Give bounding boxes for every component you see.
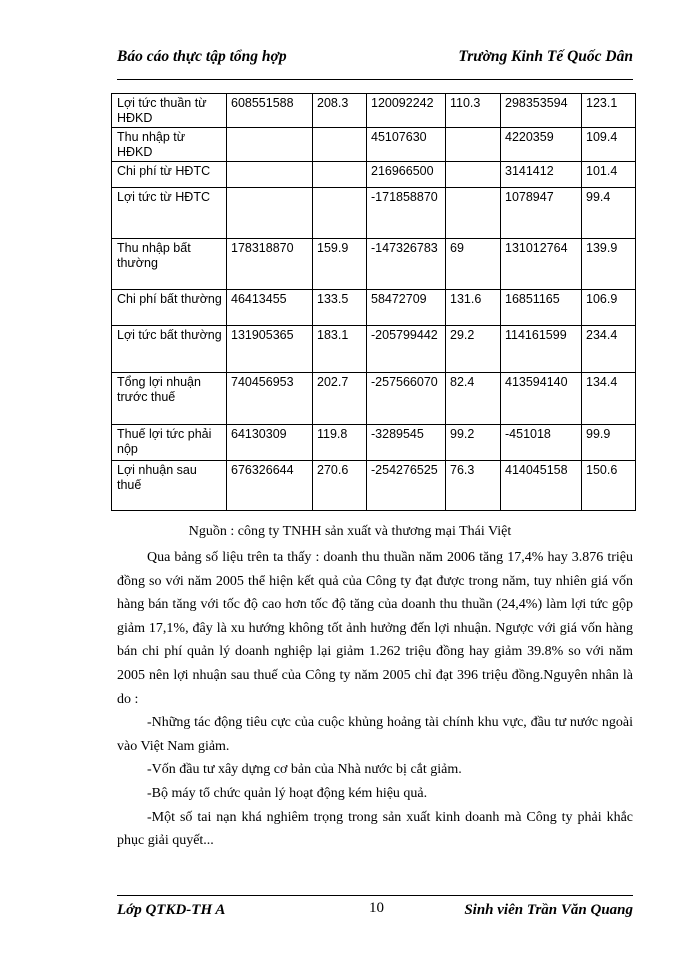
table-cell: 46413455 bbox=[227, 290, 313, 326]
table-cell: 1078947 bbox=[501, 188, 582, 239]
row-label: Thu nhập từ HĐKD bbox=[112, 128, 227, 162]
table-cell: 134.4 bbox=[582, 373, 636, 425]
table-cell: 740456953 bbox=[227, 373, 313, 425]
table-cell: 414045158 bbox=[501, 461, 582, 511]
header-report-title: Báo cáo thực tập tổng hợp bbox=[117, 48, 287, 65]
footer-student: Sinh viên Trần Văn Quang bbox=[464, 902, 633, 918]
footer-divider bbox=[117, 895, 633, 896]
table-cell: 29.2 bbox=[446, 326, 501, 373]
row-label: Lợi tức bất thường bbox=[112, 326, 227, 373]
table-row bbox=[112, 239, 636, 290]
table-cell: 270.6 bbox=[313, 461, 367, 511]
table-cell: -205799442 bbox=[367, 326, 446, 373]
row-label: Chi phí từ HĐTC bbox=[112, 162, 227, 188]
table-row bbox=[112, 162, 636, 188]
table-cell: 110.3 bbox=[446, 94, 501, 128]
table-row bbox=[112, 425, 636, 461]
analysis-text bbox=[117, 546, 633, 853]
table-cell: 120092242 bbox=[367, 94, 446, 128]
table-cell: 114161599 bbox=[501, 326, 582, 373]
table-cell: 131905365 bbox=[227, 326, 313, 373]
table-cell bbox=[446, 128, 501, 162]
row-label: Lợi tức từ HĐTC bbox=[112, 188, 227, 239]
table-cell: -451018 bbox=[501, 425, 582, 461]
paragraph: Qua bảng số liệu trên ta thấy : doanh thu thuần năm 2006 tăng 17,4% hay 3.876 triệu đồng so với năm 2005 thể hiện kết quả của Công ty đạt được trong năm, tuy nhiên giá vốn hàng bán tăng với tốc độ cao hơn tốc độ tăng của doanh thu thuần (24,4%) làm lợi tức gộp giảm 17,1%, đây là xu hướng không tốt ảnh hưởng đến lợi nhuận. Ngược với giá vốn hàng bán chi phí quản lý doanh nghiệp lại giảm 1.262 triệu đồng hay giảm 39.8% so với năm 2005 nên lợi nhuận sau thuế của Công ty năm 2005 chỉ đạt 396 triệu đồng.Nguyên nhân là do : bbox=[117, 550, 633, 707]
row-label: Lợi nhuận sau thuế bbox=[112, 461, 227, 511]
table-cell: 183.1 bbox=[313, 326, 367, 373]
page-header bbox=[117, 40, 633, 66]
table-row bbox=[112, 128, 636, 162]
table-cell: 82.4 bbox=[446, 373, 501, 425]
paragraph: -Một số tai nạn khá nghiêm trọng trong sản xuất kinh doanh mà Công ty phải khắc phục giải quyết... bbox=[117, 809, 633, 849]
table-source-note: Nguồn : công ty TNHH sản xuất và thương mại Thái Việt bbox=[188, 524, 512, 539]
paragraph: -Bộ máy tổ chức quản lý hoạt động kém hiệu quả. bbox=[147, 785, 428, 801]
table-cell bbox=[227, 128, 313, 162]
table-cell bbox=[313, 128, 367, 162]
table-cell: -171858870 bbox=[367, 188, 446, 239]
table-cell: 106.9 bbox=[582, 290, 636, 326]
table-cell: 131012764 bbox=[501, 239, 582, 290]
table-cell: 58472709 bbox=[367, 290, 446, 326]
table-cell: 676326644 bbox=[227, 461, 313, 511]
table-cell: 131.6 bbox=[446, 290, 501, 326]
table-cell bbox=[446, 162, 501, 188]
table-cell: 16851165 bbox=[501, 290, 582, 326]
header-university: Trường Kinh Tế Quốc Dân bbox=[458, 48, 633, 65]
table-row bbox=[112, 373, 636, 425]
table-cell bbox=[446, 188, 501, 239]
paragraph: -Vốn đầu tư xây dựng cơ bản của Nhà nước bị cắt giảm. bbox=[147, 762, 462, 778]
table-cell: 159.9 bbox=[313, 239, 367, 290]
table-cell: -254276525 bbox=[367, 461, 446, 511]
table-cell: 45107630 bbox=[367, 128, 446, 162]
row-label: Tổng lợi nhuận trước thuế bbox=[112, 373, 227, 425]
table-row bbox=[112, 290, 636, 326]
table-cell: 298353594 bbox=[501, 94, 582, 128]
table-cell: 150.6 bbox=[582, 461, 636, 511]
table-cell: 119.8 bbox=[313, 425, 367, 461]
table-cell: 4220359 bbox=[501, 128, 582, 162]
row-label: Chi phí bất thường bbox=[112, 290, 227, 326]
table-cell: -147326783 bbox=[367, 239, 446, 290]
table-cell: 139.9 bbox=[582, 239, 636, 290]
table-row bbox=[112, 188, 636, 239]
row-label: Lợi tức thuần từ HĐKD bbox=[112, 94, 227, 128]
table-cell: 64130309 bbox=[227, 425, 313, 461]
table-cell bbox=[227, 162, 313, 188]
table-cell: 99.4 bbox=[582, 188, 636, 239]
table-cell bbox=[313, 162, 367, 188]
table-row bbox=[112, 461, 636, 511]
table-cell bbox=[227, 188, 313, 239]
table-cell: 202.7 bbox=[313, 373, 367, 425]
table-cell: 3141412 bbox=[501, 162, 582, 188]
table-cell: 69 bbox=[446, 239, 501, 290]
header-divider bbox=[117, 79, 633, 80]
table-cell: 133.5 bbox=[313, 290, 367, 326]
table-cell: 123.1 bbox=[582, 94, 636, 128]
row-label: Thu nhập bất thường bbox=[112, 239, 227, 290]
table-cell: 109.4 bbox=[582, 128, 636, 162]
table-cell: -3289545 bbox=[367, 425, 446, 461]
page-footer bbox=[117, 900, 633, 922]
table-cell: 208.3 bbox=[313, 94, 367, 128]
table-cell: 178318870 bbox=[227, 239, 313, 290]
table-cell: 76.3 bbox=[446, 461, 501, 511]
table-cell: 99.9 bbox=[582, 425, 636, 461]
table-cell: 608551588 bbox=[227, 94, 313, 128]
table-cell: -257566070 bbox=[367, 373, 446, 425]
page-number: 10 bbox=[369, 900, 384, 916]
table-row bbox=[112, 326, 636, 373]
footer-class: Lớp QTKD-TH A bbox=[117, 902, 226, 918]
table-cell: 101.4 bbox=[582, 162, 636, 188]
table-cell: 216966500 bbox=[367, 162, 446, 188]
table-row bbox=[112, 94, 636, 128]
row-label: Thuế lợi tức phải nộp bbox=[112, 425, 227, 461]
financial-table bbox=[111, 93, 636, 511]
table-cell: 413594140 bbox=[501, 373, 582, 425]
table-cell: 99.2 bbox=[446, 425, 501, 461]
table-cell: 234.4 bbox=[582, 326, 636, 373]
paragraph: -Những tác động tiêu cực của cuộc khủng hoảng tài chính khu vực, đầu tư nước ngoài vào Việt Nam giảm. bbox=[117, 715, 633, 754]
table-cell bbox=[313, 188, 367, 239]
